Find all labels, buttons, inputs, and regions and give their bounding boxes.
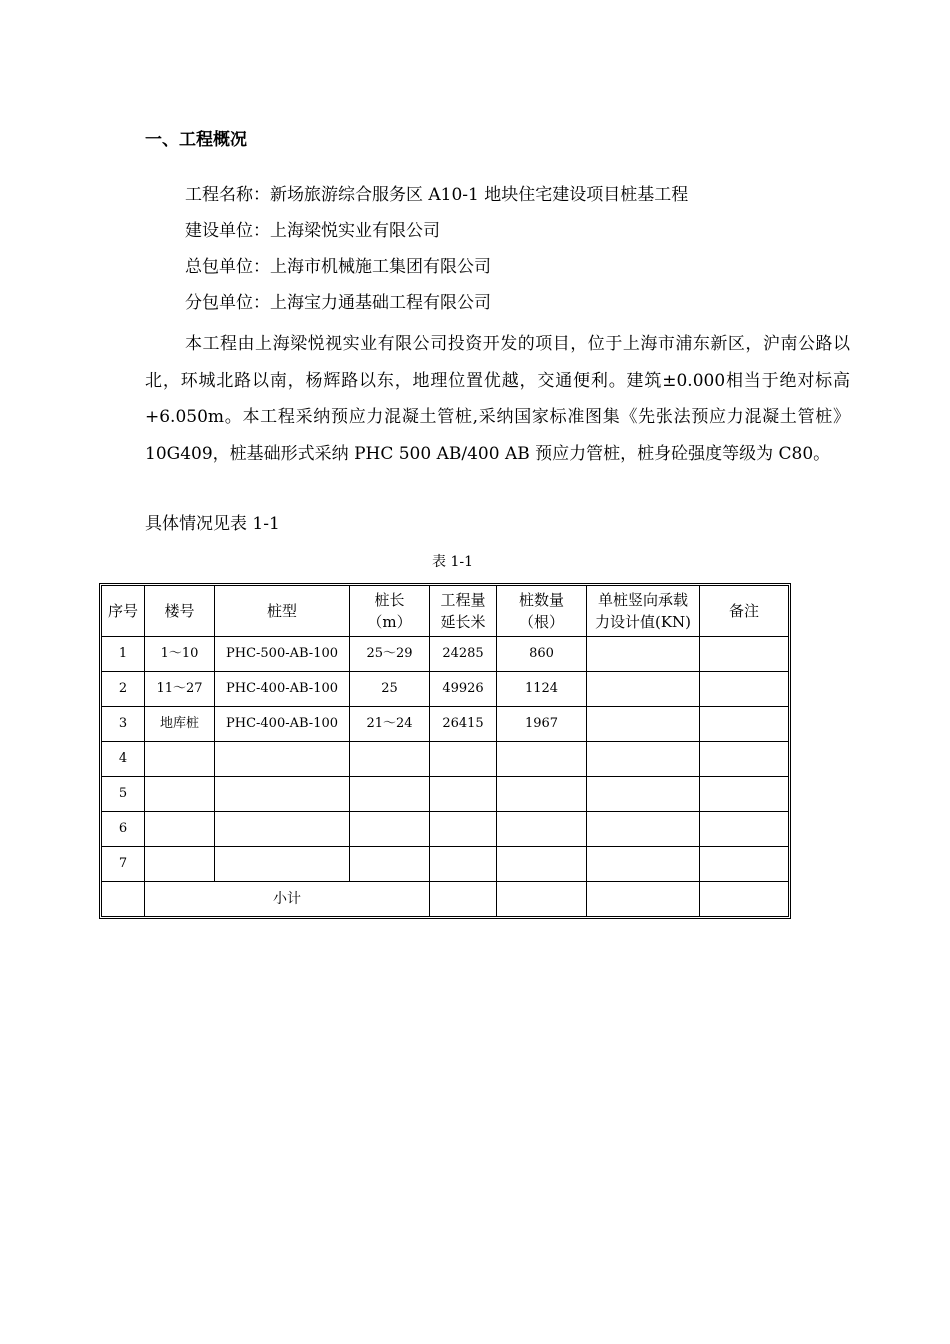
cell-seq: 2 bbox=[102, 672, 145, 707]
cell-capacity bbox=[587, 672, 700, 707]
table-header-row bbox=[102, 586, 789, 637]
cell-length bbox=[350, 777, 430, 812]
cell-remarks bbox=[700, 777, 789, 812]
cell-quantity bbox=[430, 777, 497, 812]
project-name: 工程名称：新场旅游综合服务区 A10-1 地块住宅建设项目桩基工程 bbox=[185, 185, 689, 205]
cell-pile-type: PHC-500-AB-100 bbox=[215, 637, 350, 672]
subtotal-seq-cell bbox=[102, 882, 145, 917]
owner-unit: 建设单位：上海梁悦实业有限公司 bbox=[185, 221, 440, 241]
cell-pile-type bbox=[215, 777, 350, 812]
cell-quantity bbox=[430, 847, 497, 882]
header-building: 楼号 bbox=[145, 586, 215, 637]
subtotal-capacity bbox=[587, 882, 700, 917]
cell-seq: 7 bbox=[102, 847, 145, 882]
cell-count bbox=[497, 777, 587, 812]
subcontractor: 分包单位：上海宝力通基础工程有限公司 bbox=[185, 293, 491, 313]
table-row bbox=[102, 812, 789, 847]
cell-seq: 6 bbox=[102, 812, 145, 847]
cell-count: 860 bbox=[497, 637, 587, 672]
cell-length: 25 bbox=[350, 672, 430, 707]
cell-pile-type: PHC-400-AB-100 bbox=[215, 707, 350, 742]
cell-capacity bbox=[587, 637, 700, 672]
table-row bbox=[102, 707, 789, 742]
header-remarks: 备注 bbox=[700, 586, 789, 637]
header-pile-count-line1: 桩数量 bbox=[518, 591, 564, 609]
cell-capacity bbox=[587, 777, 700, 812]
cell-count: 1124 bbox=[497, 672, 587, 707]
cell-remarks bbox=[700, 672, 789, 707]
header-capacity bbox=[587, 586, 700, 637]
cell-count bbox=[497, 847, 587, 882]
pile-table-frame bbox=[99, 583, 791, 919]
header-capacity-line1: 单桩竖向承载 bbox=[597, 591, 688, 609]
cell-building: 11～27 bbox=[145, 672, 215, 707]
cell-seq: 3 bbox=[102, 707, 145, 742]
header-pile-type: 桩型 bbox=[215, 586, 350, 637]
header-pile-length-line2: （m） bbox=[367, 613, 412, 631]
cell-building bbox=[145, 742, 215, 777]
cell-quantity: 26415 bbox=[430, 707, 497, 742]
cell-seq: 1 bbox=[102, 637, 145, 672]
general-contractor: 总包单位：上海市机械施工集团有限公司 bbox=[185, 257, 491, 277]
project-description: 本工程由上海梁悦视实业有限公司投资开发的项目，位于上海市浦东新区，沪南公路以北，环城北路以南，杨辉路以东，地理位置优越，交通便利。建筑±0.000相当于绝对标高+6.050m。本工程采纳预应力混凝土管桩,采纳国家标准图集《先张法预应力混凝土管桩》10G409，桩基础形式采纳 PHC 500 AB/400 AB 预应力管桩，桩身砼强度等级为 C80。 bbox=[145, 334, 850, 464]
header-capacity-line2: 力设计值(KN) bbox=[594, 613, 692, 631]
cell-length: 21～24 bbox=[350, 707, 430, 742]
cell-building bbox=[145, 847, 215, 882]
cell-pile-type bbox=[215, 847, 350, 882]
cell-pile-type bbox=[215, 812, 350, 847]
cell-count bbox=[497, 812, 587, 847]
cell-remarks bbox=[700, 707, 789, 742]
header-pile-length bbox=[350, 586, 430, 637]
table-row bbox=[102, 672, 789, 707]
cell-capacity bbox=[587, 707, 700, 742]
detail-reference: 具体情况见表 1-1 bbox=[145, 514, 280, 534]
subtotal-row bbox=[102, 882, 789, 917]
cell-remarks bbox=[700, 742, 789, 777]
subtotal-quantity bbox=[430, 882, 497, 917]
cell-length bbox=[350, 812, 430, 847]
cell-building bbox=[145, 812, 215, 847]
table-row bbox=[102, 777, 789, 812]
header-pile-count-line2: （根） bbox=[518, 613, 564, 631]
cell-building bbox=[145, 777, 215, 812]
header-quantity-line1: 工程量 bbox=[440, 591, 486, 609]
cell-quantity: 24285 bbox=[430, 637, 497, 672]
cell-seq: 5 bbox=[102, 777, 145, 812]
cell-capacity bbox=[587, 847, 700, 882]
cell-seq: 4 bbox=[102, 742, 145, 777]
cell-remarks bbox=[700, 637, 789, 672]
cell-capacity bbox=[587, 812, 700, 847]
cell-building: 1～10 bbox=[145, 637, 215, 672]
table-caption: 表 1-1 bbox=[432, 554, 473, 570]
table-row bbox=[102, 847, 789, 882]
cell-capacity bbox=[587, 742, 700, 777]
cell-count: 1967 bbox=[497, 707, 587, 742]
pile-table bbox=[101, 585, 789, 917]
cell-quantity: 49926 bbox=[430, 672, 497, 707]
header-pile-length-line1: 桩长 bbox=[374, 591, 405, 609]
cell-quantity bbox=[430, 742, 497, 777]
cell-quantity bbox=[430, 812, 497, 847]
header-quantity-line2: 延长米 bbox=[440, 613, 486, 631]
cell-building: 地库桩 bbox=[145, 707, 215, 742]
cell-length: 25～29 bbox=[350, 637, 430, 672]
cell-length bbox=[350, 742, 430, 777]
header-pile-count bbox=[497, 586, 587, 637]
header-quantity bbox=[430, 586, 497, 637]
table-row bbox=[102, 637, 789, 672]
cell-count bbox=[497, 742, 587, 777]
cell-remarks bbox=[700, 847, 789, 882]
subtotal-count bbox=[497, 882, 587, 917]
subtotal-remarks bbox=[700, 882, 789, 917]
cell-pile-type bbox=[215, 742, 350, 777]
section-heading: 一、工程概况 bbox=[145, 130, 247, 150]
header-seq: 序号 bbox=[102, 586, 145, 637]
cell-remarks bbox=[700, 812, 789, 847]
table-row bbox=[102, 742, 789, 777]
cell-length bbox=[350, 847, 430, 882]
cell-pile-type: PHC-400-AB-100 bbox=[215, 672, 350, 707]
subtotal-label: 小计 bbox=[145, 882, 430, 917]
